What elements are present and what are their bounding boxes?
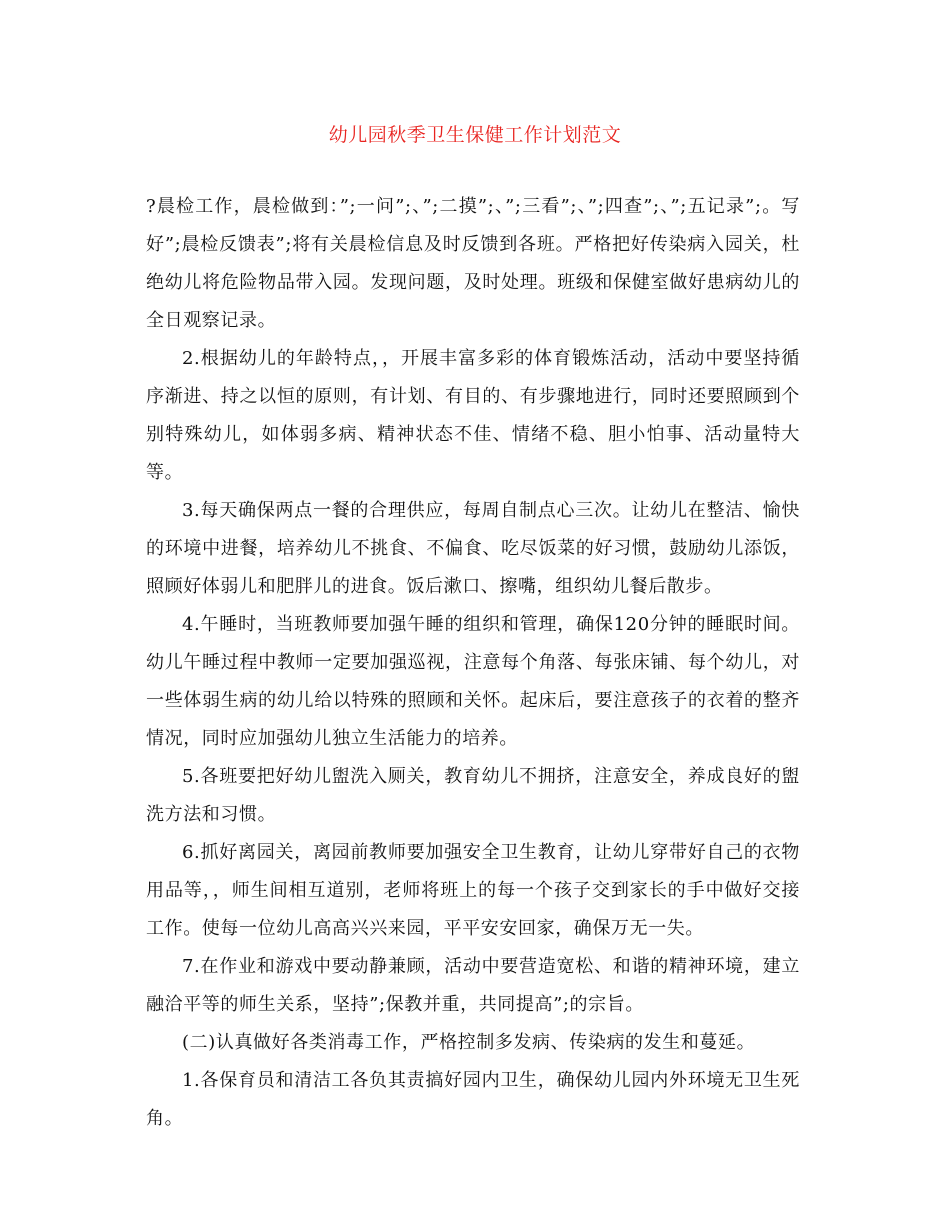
paragraph-2: 2.根据幼儿的年龄特点，，开展丰富多彩的体育锻炼活动，活动中要坚持循序渐进、持之以恒的原则，有计划、有目的、有步骤地进行，同时还要照顾到个别特殊幼儿，如体弱多病、精神状态不佳、情绪不稳、胆小怕事、活动量特大等。	[146, 348, 800, 483]
paragraph-4: 4.午睡时，当班教师要加强午睡的组织和管理，确保120分钟的睡眠时间。幼儿午睡过程中教师一定要加强巡视，注意每个角落、每张床铺、每个幼儿，对一些体弱生病的幼儿给以特殊的照顾和关怀。起床后，要注意孩子的衣着的整齐情况，同时应加强幼儿独立生活能力的培养。	[146, 614, 800, 749]
document-body	[146, 188, 800, 1138]
paragraph-3: 3.每天确保两点一餐的合理供应，每周自制点心三次。让幼儿在整洁、愉快的环境中进餐，培养幼儿不挑食、不偏食、吃尽饭菜的好习惯，鼓励幼儿添饭，照顾好体弱儿和肥胖儿的进食。饭后漱口、擦嘴，组织幼儿餐后散步。	[146, 500, 800, 597]
paragraph-5: 5.各班要把好幼儿盥洗入厕关，教育幼儿不拥挤，注意安全，养成良好的盥洗方法和习惯。	[146, 766, 800, 825]
document-title: 幼儿园秋季卫生保健工作计划范文	[328, 124, 622, 146]
paragraph-disinfection-1: 1.各保育员和清洁工各负其责搞好园内卫生，确保幼儿园内外环境无卫生死角。	[146, 1070, 800, 1129]
paragraph-7: 7.在作业和游戏中要动静兼顾，活动中要营造宽松、和谐的精神环境，建立融洽平等的师生关系，坚持”;保教并重，共同提高”;的宗旨。	[146, 956, 800, 1015]
paragraph-morning-check: ?晨检工作，晨检做到：”;一问”;、”;二摸”;、”;三看”;、”;四查”;、”;五记录”;。写好”;晨检反馈表”;将有关晨检信息及时反馈到各班。严格把好传染病入园关，杜绝幼儿将危险物品带入园。发现问题，及时处理。班级和保健室做好患病幼儿的全日观察记录。	[146, 196, 800, 331]
paragraph-6: 6.抓好离园关，离园前教师要加强安全卫生教育，让幼儿穿带好自己的衣物用品等，，师生间相互道别，老师将班上的每一个孩子交到家长的手中做好交接工作。使每一位幼儿高高兴兴来园，平平安安回家，确保万无一失。	[146, 842, 800, 939]
section-heading-disinfection: (二)认真做好各类消毒工作，严格控制多发病、传染病的发生和蔓延。	[182, 1032, 756, 1053]
